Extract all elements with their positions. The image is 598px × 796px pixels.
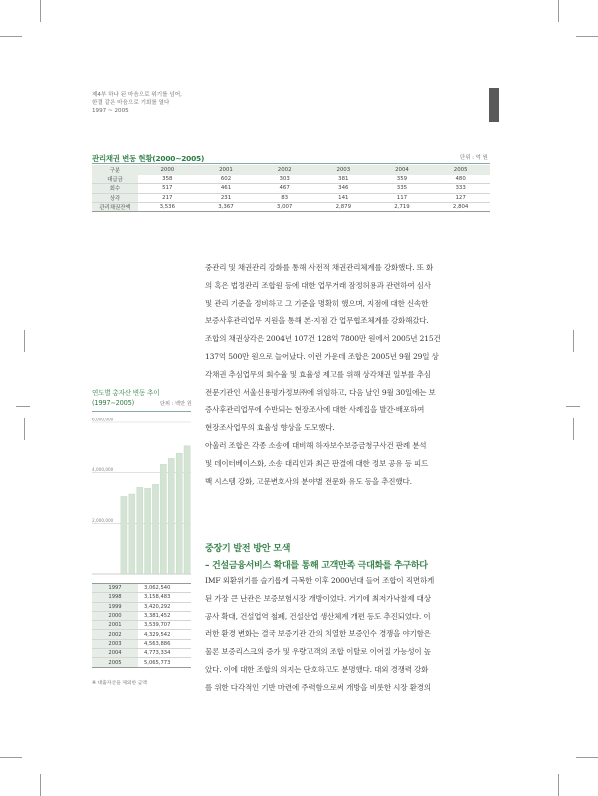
table-row: [92, 621, 191, 630]
body-line: 및 데이터베이스화, 소송 대리인과 최근 판결에 대한 정보 공유 등 피드: [205, 458, 429, 468]
table-cell: 381: [314, 175, 373, 184]
bar-1998: [129, 494, 135, 574]
value-cell: 3,381,452: [138, 611, 191, 620]
table-header-cell: 2000: [138, 165, 197, 175]
crop-mark: [558, 0, 559, 22]
crop-mark: [558, 774, 559, 796]
crop-mark: [0, 757, 22, 758]
table-header-cell: 2004: [373, 165, 432, 175]
table-row: [92, 175, 490, 184]
body-line: 백 시스템 강화, 고문변호사의 분야별 전문화 유도 등을 추진했다.: [205, 476, 412, 486]
table-cell: 480: [431, 175, 490, 184]
table-cell: 3,007: [255, 202, 314, 211]
total-assets-bar-chart: [92, 418, 192, 578]
bond-status-table: [92, 165, 490, 212]
year-cell: 2000: [92, 611, 138, 620]
table-row: [92, 584, 191, 593]
table-cell: 231: [197, 193, 256, 202]
table-cell: 359: [373, 175, 432, 184]
table-cell: 461: [197, 184, 256, 193]
body-line: 현장조사업무의 효율성 향상을 도모했다.: [205, 423, 335, 433]
table-cell: 127: [431, 193, 490, 202]
crop-mark: [24, 330, 25, 352]
running-header-line: 한결 같은 마음으로 기회를 열다: [92, 99, 170, 106]
table-row: [92, 658, 191, 667]
year-cell: 2001: [92, 621, 138, 630]
table-row: [92, 202, 490, 211]
body-line: 전문기관인 서울신용평가정보㈜에 위임하고, 다음 날인 9월 30일에는 보: [205, 387, 436, 397]
bar-1997: [121, 496, 127, 574]
crop-mark: [573, 418, 574, 440]
bar-2004: [176, 453, 182, 574]
crop-mark: [16, 406, 30, 407]
table-row: [92, 649, 191, 658]
table-cell: 83: [255, 193, 314, 202]
table-row: [92, 184, 490, 193]
crop-mark: [566, 406, 580, 407]
section-heading: 중장기 발전 방안 모색: [205, 544, 291, 554]
table1-top-rule: [92, 163, 490, 164]
bar-2002: [160, 464, 166, 574]
body-line: 아울러 조합은 각종 소송에 대비해 하자보수보증금청구사건 판례 분석: [205, 441, 427, 450]
body-line: 았다. 이에 대한 조합의 의지는 단호하고도 분명했다. 대외 경쟁력 강화: [205, 665, 429, 674]
crop-mark: [0, 36, 22, 37]
year-cell: 2005: [92, 658, 138, 667]
table-cell: 대급금: [92, 175, 138, 184]
table-header-cell: 구분: [92, 165, 138, 175]
crop-mark: [573, 330, 574, 352]
value-cell: 5,065,773: [138, 658, 191, 667]
year-cell: 2004: [92, 649, 138, 658]
body-line: 러한 환경 변화는 결국 보증기관 간의 치열한 보증인수 경쟁을 야기함은: [205, 629, 431, 639]
table-cell: 358: [138, 175, 197, 184]
table-cell: 3,536: [138, 202, 197, 211]
body-line: 및 관리 기준을 정비하고 그 기준을 명확히 했으며, 지점에 대한 신속한: [205, 298, 429, 308]
chart-unit: 단위 : 백만 원: [160, 401, 192, 407]
body-line: 공사 확대, 건설업역 철폐, 건설산업 생산체계 개편 등도 추진되었다. 이: [205, 611, 431, 621]
table-cell: 2,879: [314, 202, 373, 211]
table-row: [92, 611, 191, 620]
table-cell: 2,804: [431, 202, 490, 211]
section-subheading: – 건설금융서비스 확대를 통해 고객만족 극대화를 추구하다: [205, 561, 428, 571]
crop-mark: [24, 418, 25, 440]
crop-mark: [40, 0, 41, 22]
value-cell: 4,773,334: [138, 649, 191, 658]
crop-mark: [40, 774, 41, 796]
value-cell: 3,539,707: [138, 621, 191, 630]
crop-mark: [576, 757, 598, 758]
bar-2000: [145, 488, 151, 574]
table-cell: 117: [373, 193, 432, 202]
table-cell: 141: [314, 193, 373, 202]
chart-title: 연도별 총자산 변동 추이 (1997∼2005): [92, 389, 160, 407]
bar-1999: [137, 487, 143, 574]
table-cell: 관리채권잔액: [92, 202, 138, 211]
table-header-cell: 2005: [431, 165, 490, 175]
table-cell: 회수: [92, 184, 138, 193]
chart-top-rule: [92, 411, 191, 412]
bar-2005: [184, 446, 190, 574]
table-footnote: ※ 대출자산을 제외한 금액: [92, 681, 147, 686]
running-header-line: 1997 ~ 2005: [92, 107, 129, 114]
crop-mark: [576, 36, 598, 37]
bar-2001: [152, 484, 158, 574]
year-cell: 1997: [92, 584, 138, 593]
value-cell: 4,329,542: [138, 630, 191, 639]
value-cell: 4,563,886: [138, 639, 191, 648]
table-cell: 335: [373, 184, 432, 193]
value-cell: 3,420,292: [138, 602, 191, 611]
body-line: 조합의 채권상각은 2004년 107건 128억 7800만 원에서 2005년 215건: [205, 334, 441, 344]
total-assets-table: [92, 583, 191, 668]
body-line: 를 위한 다각적인 기반 마련에 주력함으로써 개방을 비롯한 시장 환경의: [205, 682, 431, 692]
table-cell: 346: [314, 184, 373, 193]
body-line: IMF 외환위기를 슬기롭게 극복한 이후 2000년대 들어 조합이 직면하게: [205, 576, 435, 585]
table-cell: 303: [255, 175, 314, 184]
table-cell: 467: [255, 184, 314, 193]
value-cell: 3,062,540: [138, 584, 191, 593]
body-line: 증사후관리업무에 수반되는 현장조사에 대한 사례집을 발간·배포하여: [205, 405, 425, 415]
year-cell: 1999: [92, 602, 138, 611]
table-cell: 2,719: [373, 202, 432, 211]
year-cell: 2003: [92, 639, 138, 648]
table-header-cell: 2003: [314, 165, 373, 175]
running-header: [92, 92, 182, 115]
y-tick-label: 2,000,000: [92, 517, 114, 523]
body-line: 된 가장 큰 난관은 보증보험시장 개방이었다. 거기에 최저가낙찰제 대상: [205, 593, 431, 603]
table1-title: 관리채권 변동 현황(2000∼2005): [92, 154, 205, 163]
table-row: [92, 630, 191, 639]
table-row: [92, 593, 191, 602]
table-header-cell: 2001: [197, 165, 256, 175]
table-cell: 333: [431, 184, 490, 193]
body-line: 물론 보증리스크의 증가 및 우량고객의 조합 이탈로 이어질 가능성이 높: [205, 647, 431, 657]
year-cell: 1998: [92, 593, 138, 602]
table-cell: 602: [197, 175, 256, 184]
y-tick-label: 6,000,000: [92, 418, 114, 422]
table-row: [92, 193, 490, 202]
table-header-row: [92, 165, 490, 175]
table-header-cell: 2002: [255, 165, 314, 175]
body-line: 중관리 및 채권관리 강화를 통해 사전적 채권관리체계를 강화했다. 또 화: [205, 263, 434, 272]
table-row: [92, 602, 191, 611]
value-cell: 3,158,483: [138, 593, 191, 602]
chapter-tab-marker: [489, 88, 499, 122]
table-row: [92, 639, 191, 648]
body-line: 각채권 추심업무의 회수율 및 효율성 제고를 위해 상각채권 일부를 추심: [205, 369, 431, 379]
year-cell: 2002: [92, 630, 138, 639]
y-tick-label: 4,000,000: [92, 467, 114, 473]
body-line: 137억 500만 원으로 늘어났다. 이런 가운데 조합은 2005년 9월 29일 상: [205, 352, 439, 361]
table-cell: 517: [138, 184, 197, 193]
table-cell: 상각: [92, 193, 138, 202]
running-header-line: 제4부 하나 된 마음으로 위기를 넘어,: [92, 92, 182, 98]
body-line: 보증사후관리업무 지원을 통해 본·지점 간 업무협조체계를 강화해갔다.: [205, 316, 429, 326]
table1-unit: 단위 : 억 원: [460, 155, 488, 161]
body-line: 의 혹은 법정관리 조합원 등에 대한 업무거래 잠정허용과 관련하여 심사: [205, 280, 431, 290]
table-cell: 3,367: [197, 202, 256, 211]
bar-2003: [168, 458, 174, 574]
table-cell: 217: [138, 193, 197, 202]
